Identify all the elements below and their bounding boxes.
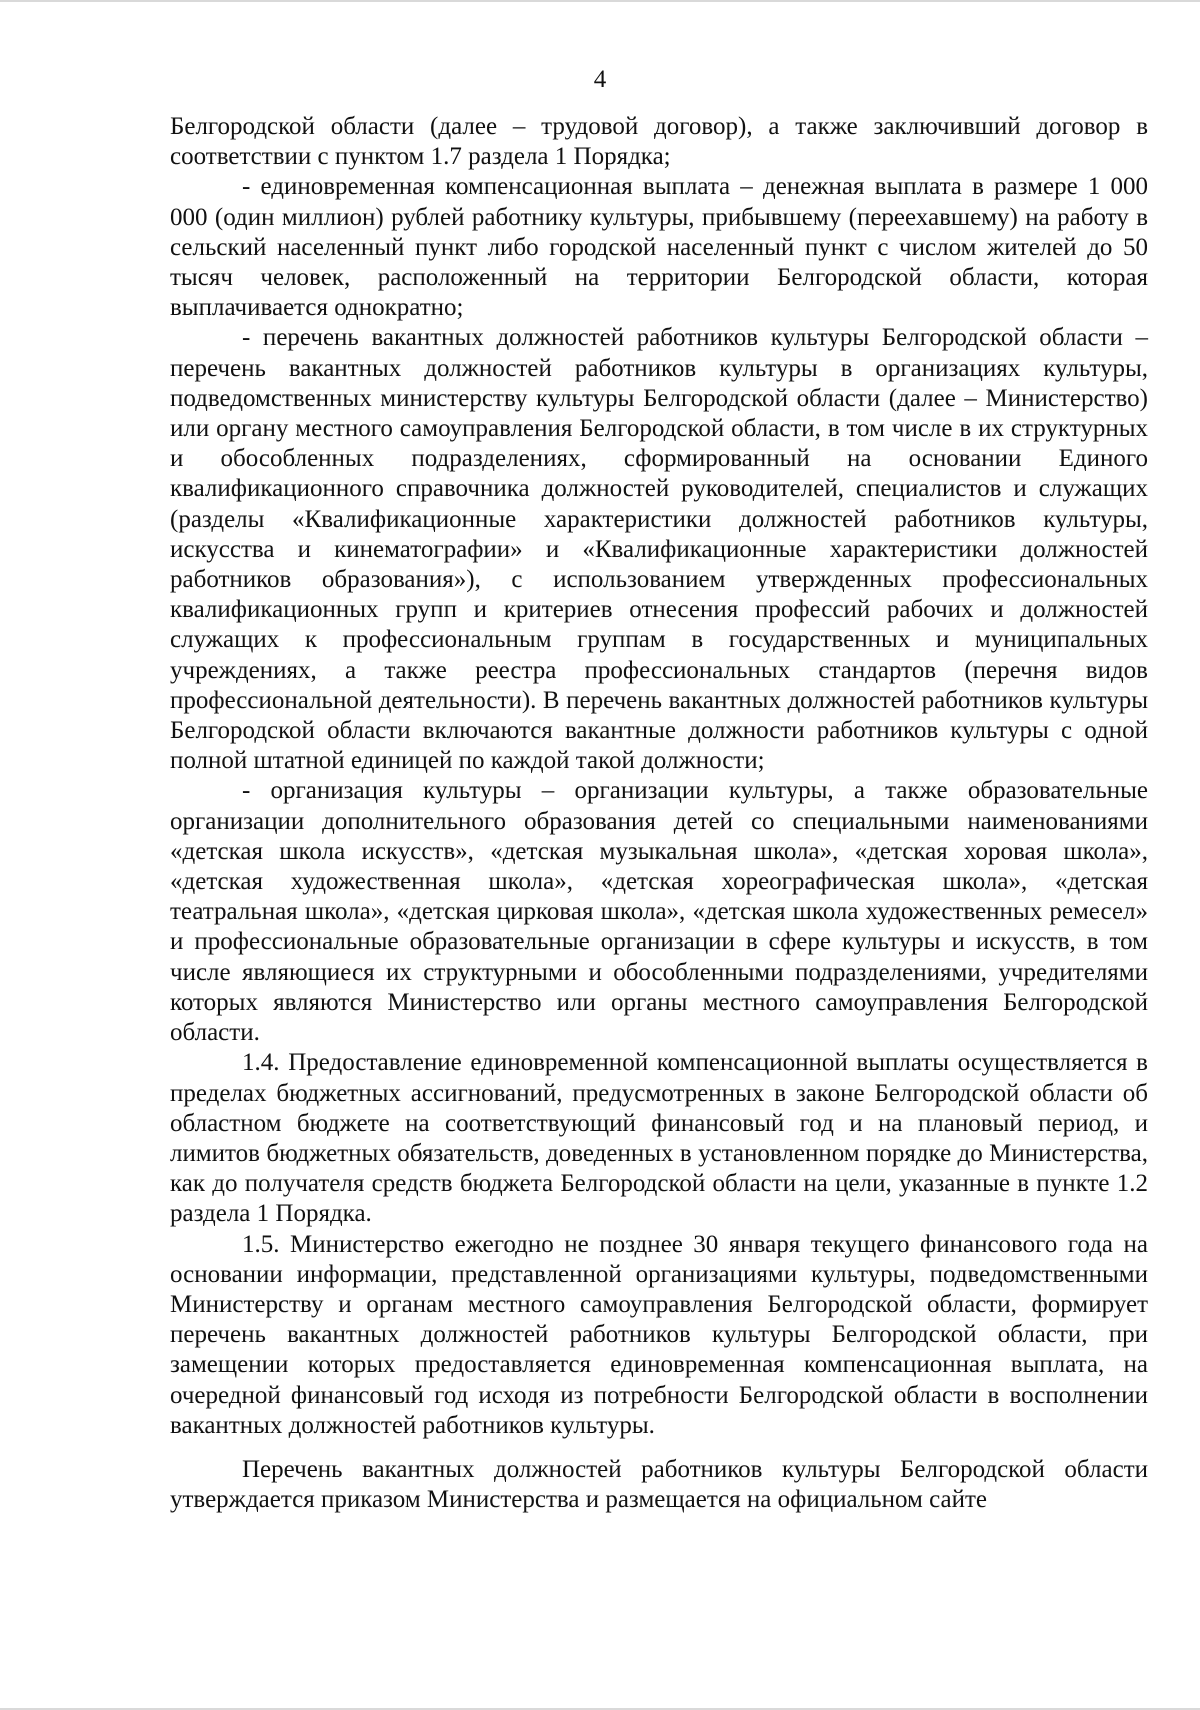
paragraph-clause-1-4: 1.4. Предоставление единовременной компенсационной выплаты осуществляется в пределах бюджетных ассигнований, предусмотренных в законе Белгородской области об областном бюджете на соответствующий финансовый год и на плановый период, и лимитов бюджетных обязательств, доведенных в установленном порядке до Министерства, как до получателя средств бюджета Белгородской области на цели, указанные в пункте 1.2 раздела 1 Порядка.: [170, 1049, 1148, 1228]
paragraph-definition-vacancy-list: - перечень вакантных должностей работников культуры Белгородской области – перечень вакантных должностей работников культуры в организациях культуры, подведомственных министерству культуры Белгородской области (далее – Министерство) или органу местного самоуправления Белгородской области, в том числе в их структурных и обособленных подразделениях, сформированный на основании Единого квалификационного справочника должностей руководителей, специалистов и служащих (разделы «Квалификационные характеристики должностей работников культуры, искусства и кинематографии» и «Квалификационные характеристики должностей работников образования»), с использованием утвержденных профессиональных квалификационных групп и критериев отнесения профессий рабочих и должностей служащих к профессиональным группам в государственных и муниципальных учреждениях, а также реестра профессиональных стандартов (перечня видов профессиональной деятельности). В перечень вакантных должностей работников культуры Белгородской области включаются вакантные должности работников культуры с одной полной штатной единицей по каждой такой должности;: [170, 324, 1148, 775]
paragraph-definition-culture-organization: - организация культуры – организации культуры, а также образовательные организации дополнительного образования детей со специальными наименованиями «детская школа искусств», «детская музыкальная школа», «детская хоровая школа», «детская художественная школа», «детская хореографическая школа», «детская театральная школа», «детская цирковая школа», «детская школа художественных ремесел» и профессиональные образовательные организации в сфере культуры и искусств, в том числе являющиеся их структурными и обособленными подразделениями, учредителями которых являются Министерство или органы местного самоуправления Белгородской области.: [170, 777, 1148, 1047]
paragraph-continuation: Белгородской области (далее – трудовой договор), а также заключивший договор в соответствии с пунктом 1.7 раздела 1 Порядка;: [170, 113, 1148, 171]
paragraph-vacancy-list-approval: Перечень вакантных должностей работников культуры Белгородской области утверждается приказом Министерства и размещается на официальном сайте: [170, 1455, 1148, 1514]
paragraph-clause-1-5: 1.5. Министерство ежегодно не позднее 30 января текущего финансового года на основании информации, представленной организациями культуры, подведомственными Министерству и органам местного самоуправления Белгородской области, формирует перечень вакантных должностей работников культуры Белгородской области, при замещении которых предоставляется единовременная компенсационная выплата, на очередной финансовый год исходя из потребности Белгородской области в восполнении вакантных должностей работников культуры.: [170, 1230, 1148, 1439]
scan-edge-top: [0, 0, 1200, 2]
page-number: 4: [593, 66, 607, 93]
paragraph-definition-compensation-payment: - единовременная компенсационная выплата – денежная выплата в размере 1 000 000 (один миллион) рублей работнику культуры, прибывшему (переехавшему) на работу в сельский населенный пункт либо городской населенный пункт с числом жителей до 50 тысяч человек, расположенный на территории Белгородской области, которая выплачивается однократно;: [170, 173, 1148, 322]
document-body: [170, 112, 1148, 1515]
